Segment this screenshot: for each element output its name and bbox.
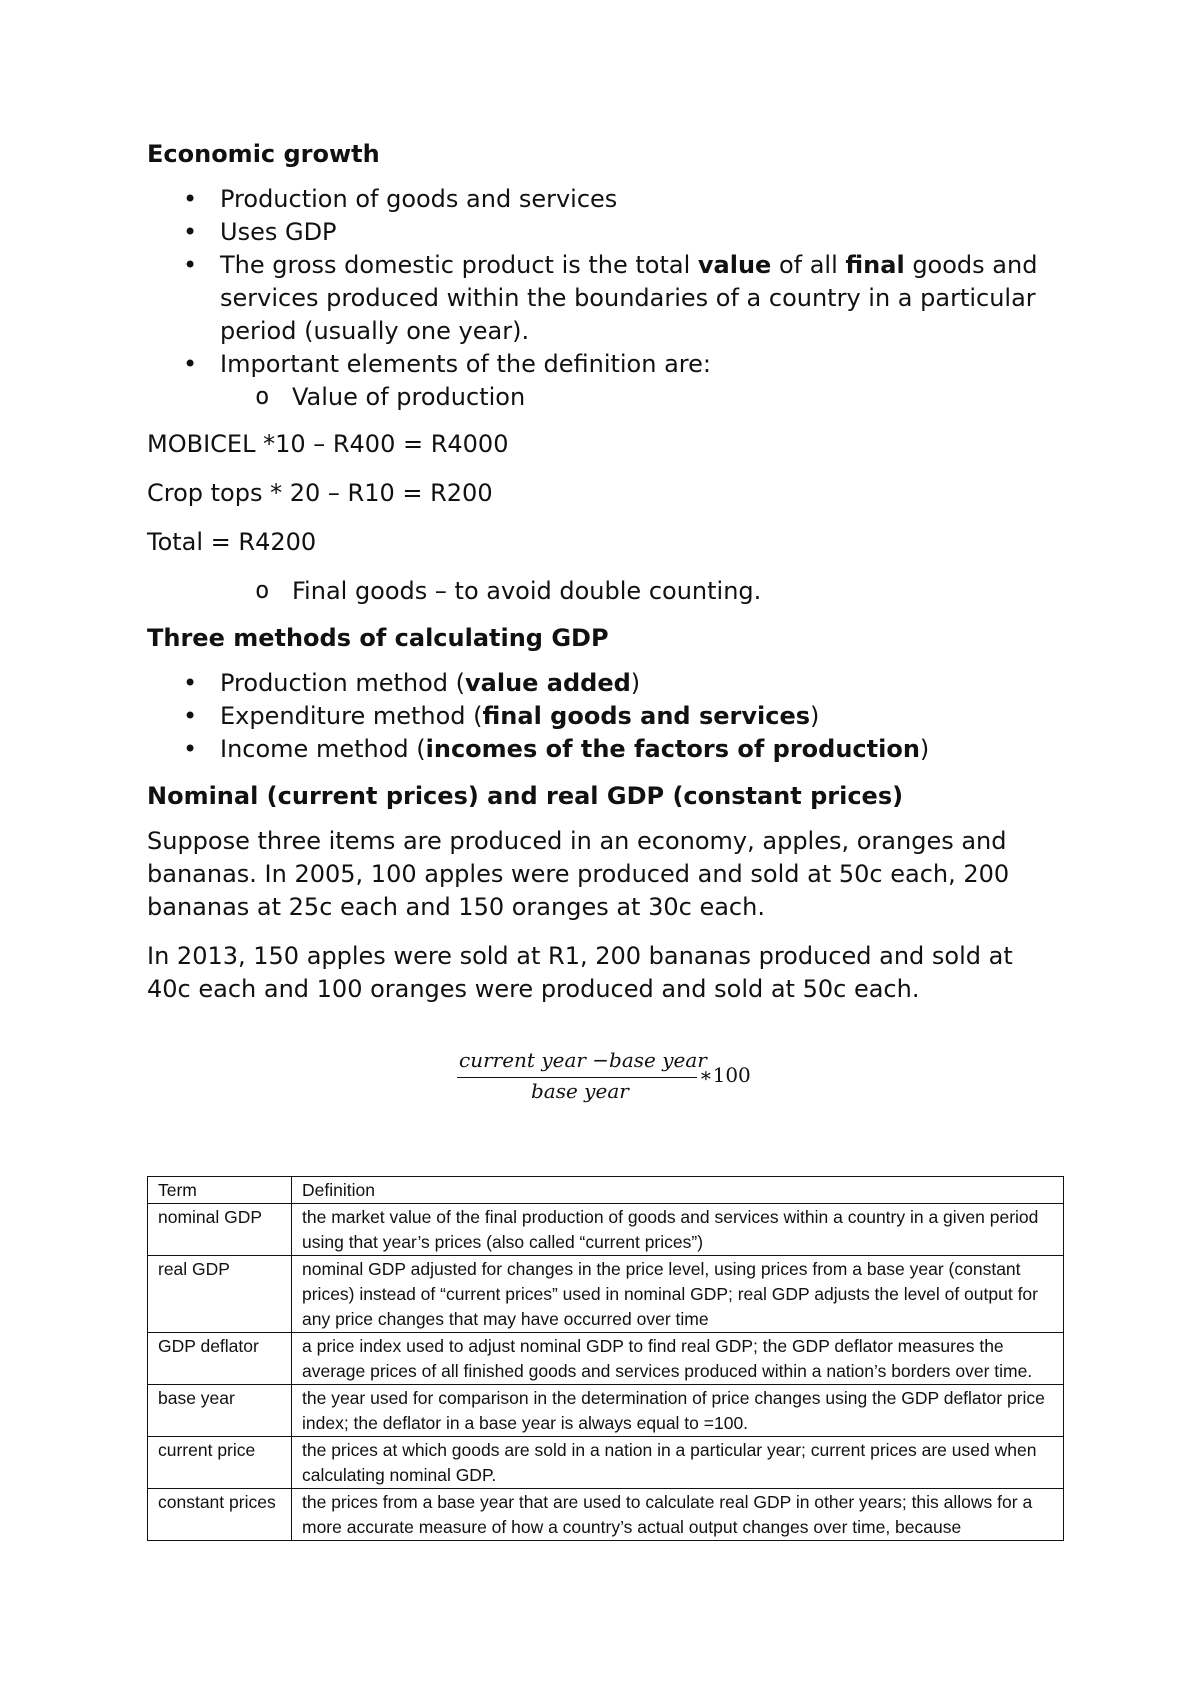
growth-formula: [455, 1048, 775, 1108]
definition-cell: the year used for comparison in the determination of price changes using the GDP deflator price index; the deflator in a base year is always equal to =100.: [292, 1385, 1064, 1437]
calc-line-mobicel: MOBICEL *10 – R400 = R4000: [147, 430, 509, 458]
definition-cell: the market value of the final production of goods and services within a country in a given period using that year’s prices (also called “current prices”): [292, 1204, 1064, 1256]
method-bold: incomes of the factors of production: [425, 735, 920, 763]
method-bold: final goods and services: [482, 702, 811, 730]
method-expenditure: [147, 700, 1057, 733]
method-close: ): [810, 702, 820, 730]
table-row: [148, 1204, 1064, 1256]
definition-cell: nominal GDP adjusted for changes in the price level, using prices from a base year (constant prices) instead of “current prices” used in nominal GDP; real GDP adjusts the level of output for any price changes that may have occurred over time: [292, 1256, 1064, 1333]
definitions-table: [147, 1176, 1064, 1541]
heading-three-methods: Three methods of calculating GDP: [147, 624, 609, 652]
gdp-def-bold-final: final: [845, 251, 905, 279]
table-header-term: Term: [148, 1177, 292, 1204]
method-label: Expenditure method (: [220, 702, 483, 730]
growth-bullet-list: [147, 183, 1057, 381]
gdp-def-text-3: goods and services produced within the boundaries of a country in a particular period (usually one year).: [220, 251, 1038, 345]
calc-line-crop-tops: Crop tops * 20 – R10 = R200: [147, 479, 493, 507]
methods-bullet-list: [147, 667, 1057, 766]
heading-nominal-real-gdp: Nominal (current prices) and real GDP (constant prices): [147, 782, 904, 810]
table-header-row: [148, 1177, 1064, 1204]
definition-cell: the prices from a base year that are used to calculate real GDP in other years; this allows for a more accurate measure of how a country’s actual output changes over time, because: [292, 1489, 1064, 1541]
term-cell: nominal GDP: [148, 1204, 292, 1256]
term-cell: base year: [148, 1385, 292, 1437]
gdp-def-bold-value: value: [697, 251, 772, 279]
table-row: [148, 1489, 1064, 1541]
document-body: [147, 138, 1057, 1022]
bullet-uses-gdp: • Uses GDP: [147, 216, 1057, 249]
calc-line-total: Total = R4200: [147, 528, 317, 556]
gdp-def-text-1: The gross domestic product is the total: [220, 251, 698, 279]
sub-item-final-goods: o Final goods – to avoid double counting.: [147, 575, 1057, 608]
formula-fraction-bar: [457, 1077, 697, 1078]
example-paragraph-2005: Suppose three items are produced in an economy, apples, oranges and bananas. In 2005, 100 apples were produced and sold at 50c each, 200 bananas at 25c each and 150 oranges at 30c each.: [147, 827, 1010, 921]
definition-cell: a price index used to adjust nominal GDP to find real GDP; the GDP deflator measures the average prices of all finished goods and services produced within a nation’s borders over time.: [292, 1333, 1064, 1385]
formula-multiplier: ∗100: [699, 1063, 751, 1087]
method-income: [147, 733, 1057, 766]
method-close: ): [919, 735, 930, 763]
term-cell: real GDP: [148, 1256, 292, 1333]
definition-cell: the prices at which goods are sold in a nation in a particular year; current prices are used when calculating nominal GDP.: [292, 1437, 1064, 1489]
formula-numerator: current year −base year: [459, 1048, 707, 1072]
gdp-def-text-2: of all: [771, 251, 846, 279]
table-row: [148, 1437, 1064, 1489]
sub-item-value-of-production: o Value of production: [147, 381, 1057, 414]
elements-sub-list-1: [147, 381, 1057, 414]
formula-denominator: base year: [531, 1079, 629, 1103]
term-cell: constant prices: [148, 1489, 292, 1541]
elements-sub-list-2: [147, 575, 1057, 608]
table-header-definition: Definition: [292, 1177, 1064, 1204]
heading-economic-growth: Economic growth: [147, 140, 380, 168]
example-paragraph-2013: In 2013, 150 apples were sold at R1, 200 bananas produced and sold at 40c each and 100 oranges were produced and sold at 50c each.: [147, 942, 1013, 1003]
method-close: ): [630, 669, 641, 697]
bullet-important-elements: • Important elements of the definition are:: [147, 348, 1057, 381]
method-label: Production method (: [220, 669, 465, 697]
term-cell: current price: [148, 1437, 292, 1489]
method-label: Income method (: [220, 735, 426, 763]
bullet-gdp-definition: [147, 249, 1057, 348]
term-cell: GDP deflator: [148, 1333, 292, 1385]
table-row: [148, 1385, 1064, 1437]
method-production: [147, 667, 1057, 700]
bullet-production: • Production of goods and services: [147, 183, 1057, 216]
table-row: [148, 1333, 1064, 1385]
table-row: [148, 1256, 1064, 1333]
method-bold: value added: [465, 669, 631, 697]
